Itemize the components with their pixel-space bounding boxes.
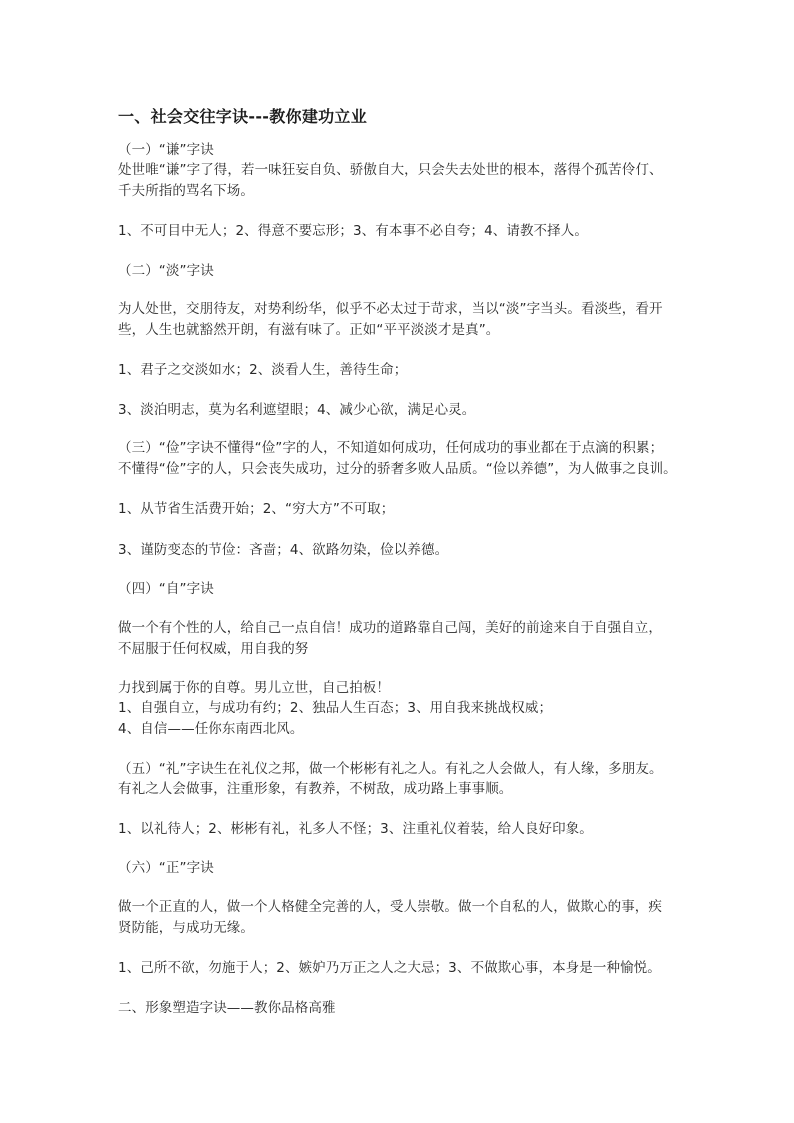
paragraph-line: 不屈服于任何权威，用自我的努	[118, 641, 309, 657]
list-line: 1、己所不欲，勿施于人；2、嫉妒乃万正之人之大忌；3、不做欺心事，本身是一种愉悦。	[118, 960, 661, 976]
list-line: 3、谨防变态的节俭：吝啬；4、欲路勿染，俭以养德。	[118, 542, 449, 558]
list-line: 1、以礼待人；2、彬彬有礼，礼多人不怪；3、注重礼仪着装，给人良好印象。	[118, 821, 593, 837]
section-heading-jian: （三）“俭”字诀不懂得“俭”字的人，不知道如何成功，任何成功的事业都在于点滴的积累；	[118, 440, 664, 456]
paragraph-line: 贤防能，与成功无缘。	[118, 920, 254, 936]
paragraph-line: 做一个正直的人，做一个人格健全完善的人，受人崇敬。做一个自私的人，做欺心的事，疾	[118, 899, 662, 915]
paragraph-line: 些，人生也就豁然开朗，有滋有味了。正如“平平淡淡才是真”。	[118, 322, 500, 338]
paragraph-line: 有礼之人会做事，注重形象，有教养，不树敌，成功路上事事顺。	[118, 781, 513, 797]
document-title: 一、社会交往字诀---教你建功立业	[118, 107, 368, 126]
list-line: 1、君子之交淡如水；2、淡看人生，善待生命；	[118, 362, 408, 378]
section-heading-zheng: （六）“正”字诀	[118, 860, 214, 876]
list-line: 1、不可目中无人；2、得意不要忘形；3、有本事不必自夸；4、请教不择人。	[118, 223, 588, 239]
list-line: 1、从节省生活费开始；2、“穷大方”不可取；	[118, 501, 395, 517]
paragraph-line: 不懂得“俭”字的人，只会丧失成功，过分的骄奢多败人品质。“俭以养德”，为人做事之良训。	[118, 461, 677, 477]
list-line: 3、淡泊明志，莫为名利遮望眼；4、减少心欲，满足心灵。	[118, 402, 476, 418]
paragraph-line: 为人处世，交朋待友，对势利纷华，似乎不必太过于苛求，当以“淡”字当头。看淡些，看开	[118, 301, 663, 317]
list-line: 1、自强自立，与成功有约；2、独品人生百态；3、用自我来挑战权威；	[118, 700, 553, 716]
section-heading-li: （五）“礼”字诀生在礼仪之邦，做一个彬彬有礼之人。有礼之人会做人，有人缘，多朋友。	[118, 761, 663, 777]
chapter-heading: 二、形象塑造字诀——教你品格高雅	[118, 1000, 336, 1016]
paragraph-line: 力找到属于你的自尊。男儿立世，自己拍板！	[118, 680, 390, 696]
list-line: 4、自信——任你东南西北风。	[118, 721, 304, 737]
paragraph-line: 做一个有个性的人，给自己一点自信！成功的道路靠自己闯，美好的前途来自于自强自立，	[118, 620, 662, 636]
paragraph-line: 处世唯“谦”字了得，若一味狂妄自负、骄傲自大，只会失去处世的根本，落得个孤苦伶仃、	[118, 162, 663, 178]
paragraph-line: 千夫所指的骂名下场。	[118, 183, 254, 199]
section-heading-dan: （二）“淡”字诀	[118, 263, 214, 279]
section-heading-zi: （四）“自”字诀	[118, 581, 214, 597]
section-heading-qian: （一）“谦”字诀	[118, 142, 214, 158]
